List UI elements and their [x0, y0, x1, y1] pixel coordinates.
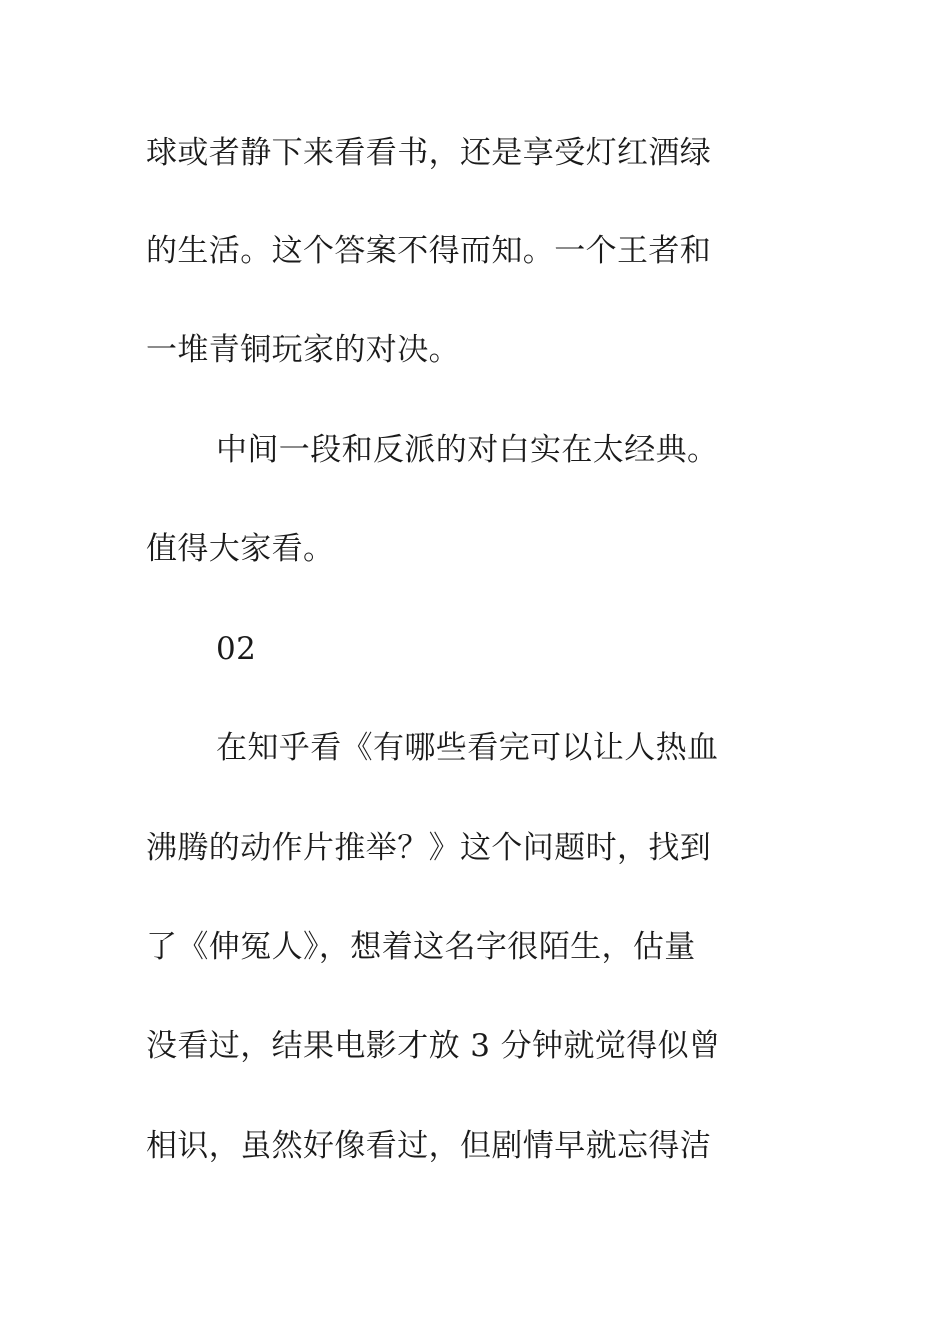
paragraph-zhihu-line-1: 在知乎看《有哪些看完可以让人热血 [216, 730, 719, 766]
text-line-3: 一堆青铜玩家的对决。 [146, 332, 460, 368]
paragraph-zhihu-line-4: 没看过，结果电影才放 3 分钟就觉得似曾 [146, 1028, 721, 1064]
paragraph-dialogue-line-1: 中间一段和反派的对白实在太经典。 [216, 432, 719, 468]
paragraph-zhihu-line-2: 沸腾的动作片推举？》这个问题时，找到 [146, 830, 712, 866]
text-line-2: 的生活。这个答案不得而知。一个王者和 [146, 233, 712, 269]
paragraph-zhihu-line-3: 了《伸冤人》，想着这名字很陌生，估量 [146, 929, 696, 965]
section-number: 02 [216, 631, 257, 667]
text-line-1: 球或者静下来看看书，还是享受灯红酒绿 [146, 135, 712, 171]
paragraph-zhihu-line-5: 相识，虽然好像看过，但剧情早就忘得洁 [146, 1128, 712, 1164]
paragraph-dialogue-line-2: 值得大家看。 [146, 531, 335, 567]
